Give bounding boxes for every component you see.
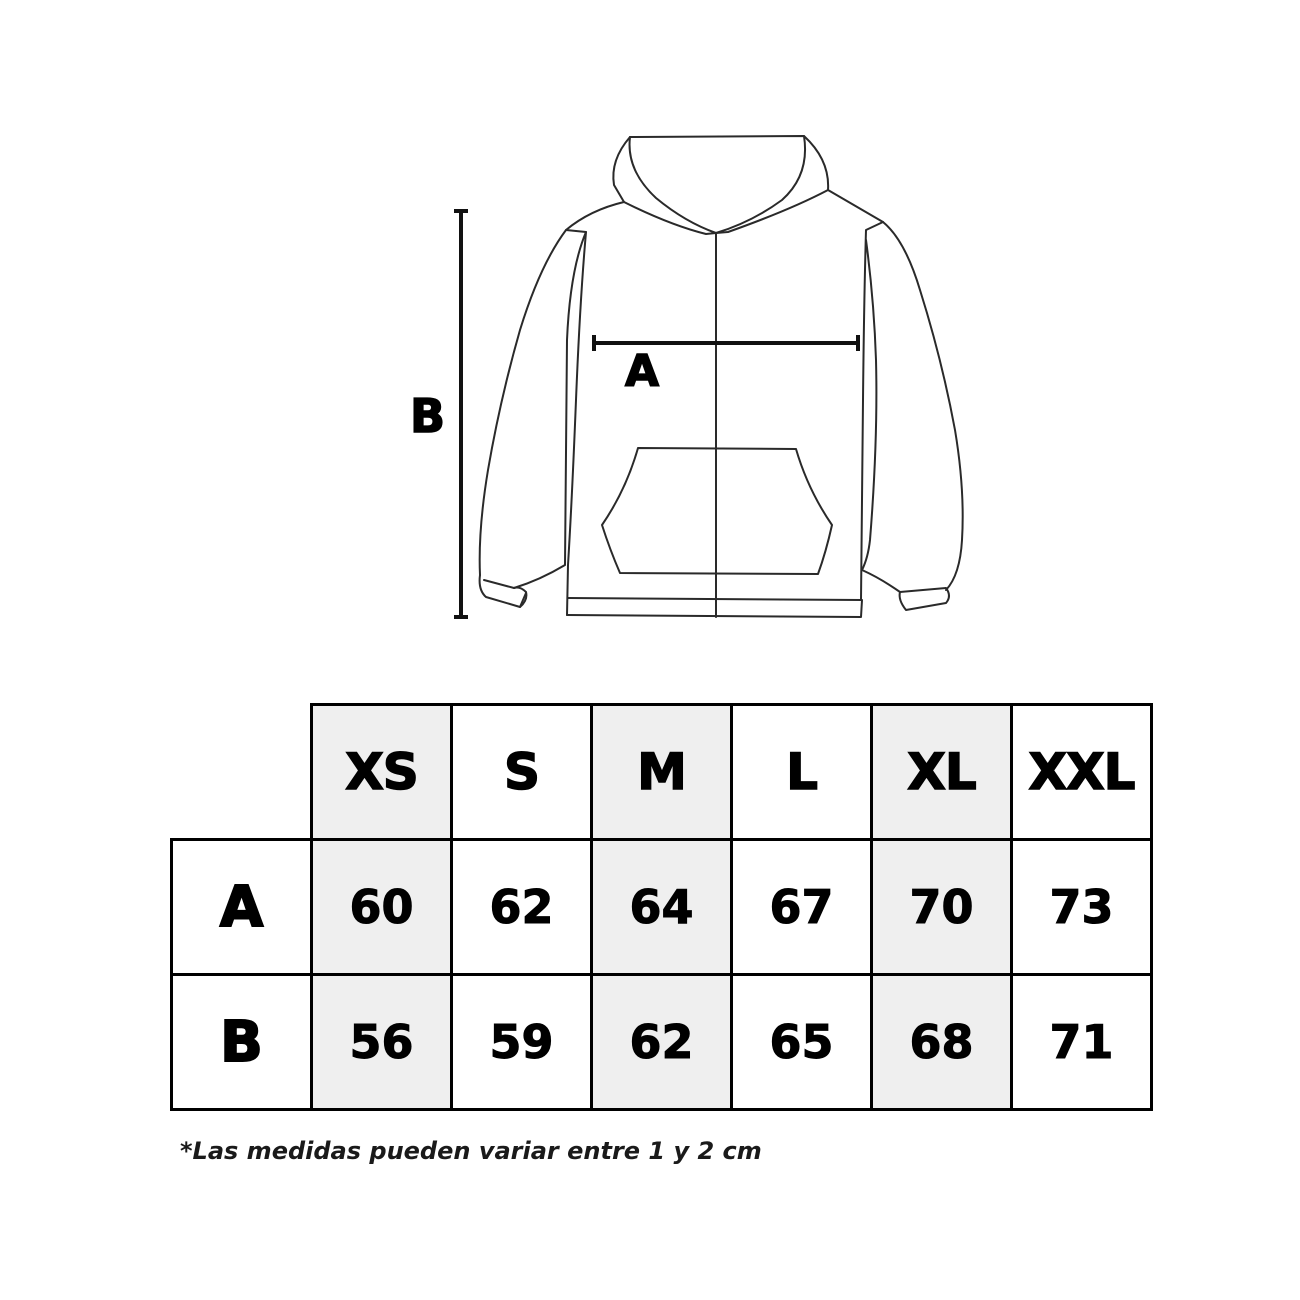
body-left	[567, 232, 586, 615]
table-cell: 67	[732, 840, 872, 975]
measurement-footnote: *Las medidas pueden variar entre 1 y 2 cm	[180, 1137, 762, 1165]
row-label-b: B	[172, 975, 312, 1110]
size-header-l: L	[732, 705, 872, 840]
size-table	[170, 703, 1153, 1111]
right-sleeve-outer	[883, 222, 963, 590]
hem	[567, 598, 862, 617]
table-cell: 65	[732, 975, 872, 1110]
table-cell: 60	[312, 840, 452, 975]
left-cuff	[480, 575, 527, 607]
measure-b-line	[454, 211, 468, 617]
hood-outline	[630, 136, 883, 222]
corner-cell	[172, 705, 312, 840]
table-cell: 56	[312, 975, 452, 1110]
table-cell: 71	[1012, 975, 1152, 1110]
table-row-a	[172, 840, 1152, 975]
left-sleeve-outer	[480, 202, 624, 575]
table-cell: 62	[452, 840, 592, 975]
size-header-xxl: XXL	[1012, 705, 1152, 840]
table-cell: 73	[1012, 840, 1152, 975]
right-cuff	[900, 588, 949, 610]
hood-opening	[630, 136, 806, 233]
table-cell: 62	[592, 975, 732, 1110]
table-row-b	[172, 975, 1152, 1110]
hood-left-outline	[613, 137, 630, 202]
table-cell: 70	[872, 840, 1012, 975]
right-sleeve-inner	[862, 240, 900, 592]
body-right	[861, 222, 883, 600]
table-cell: 68	[872, 975, 1012, 1110]
size-header-s: S	[452, 705, 592, 840]
size-header-xl: XL	[872, 705, 1012, 840]
table-cell: 59	[452, 975, 592, 1110]
table-cell: 64	[592, 840, 732, 975]
measure-b-label: B	[410, 389, 446, 443]
size-header-m: M	[592, 705, 732, 840]
size-header-row	[172, 705, 1152, 840]
size-header-xs: XS	[312, 705, 452, 840]
row-label-a: A	[172, 840, 312, 975]
measure-a-label: A	[625, 346, 660, 397]
